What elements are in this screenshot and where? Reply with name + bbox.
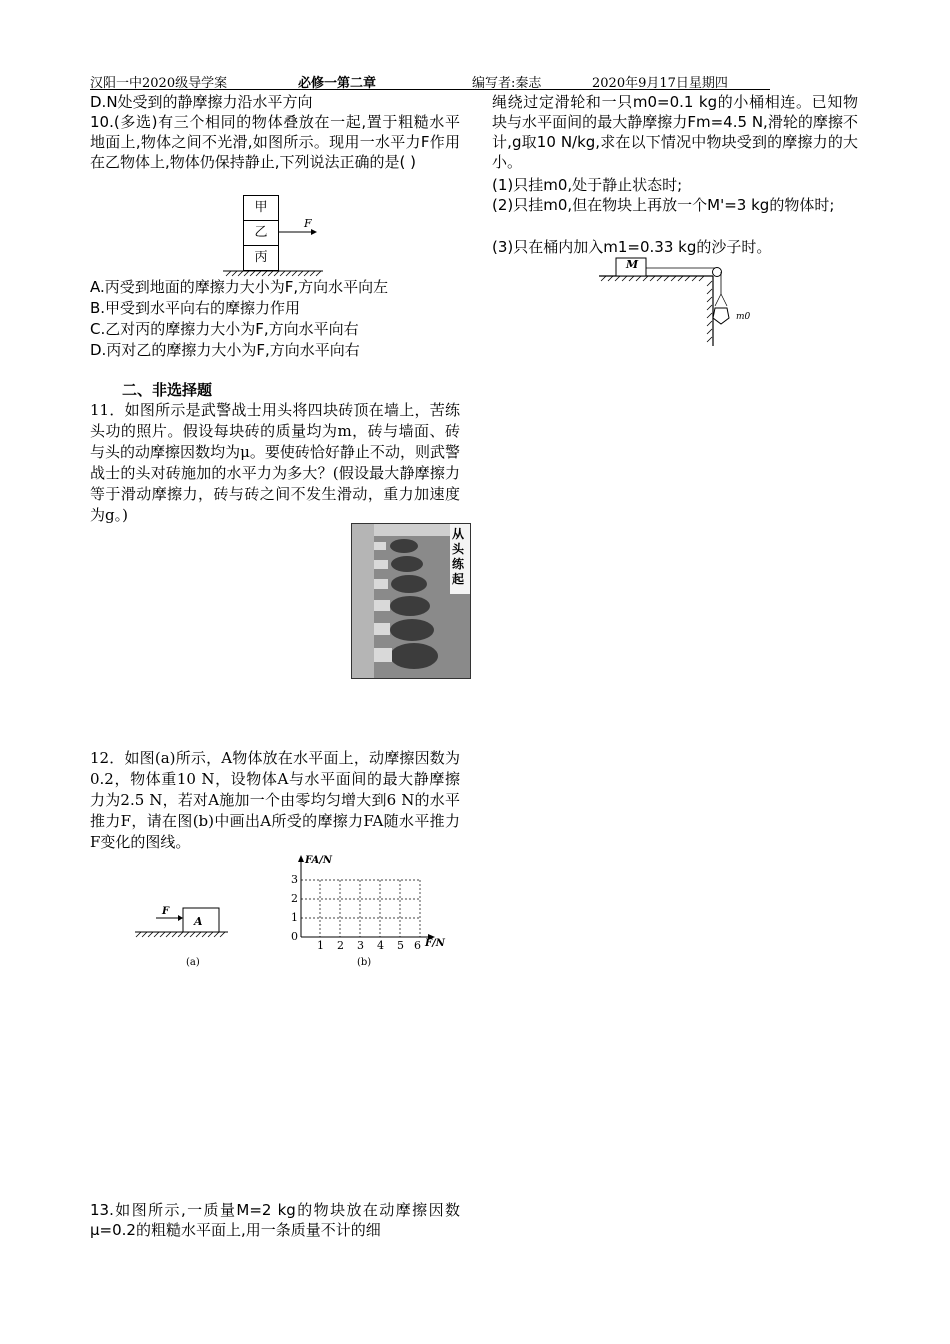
q12-figure-a xyxy=(130,902,230,942)
header-course: 必修一第二章 xyxy=(298,76,377,91)
q13-stem: 13.如图所示,一质量M=2 kg的物块放在动摩擦因数μ=0.2的粗糙水平面上,用一条质量不计的细 xyxy=(90,1201,460,1239)
graph-ytick-3: 3 xyxy=(291,873,298,886)
graph-xtick-5: 5 xyxy=(397,939,404,952)
q12-caption-b: (b) xyxy=(357,957,372,968)
graph-xtick-3: 3 xyxy=(357,939,364,952)
q13-continued: 绳绕过定滑轮和一只m0=0.1 kg的小桶相连。已知物块与水平面间的最大静摩擦力Fm=4.5 N,滑轮的摩擦不计,g取10 N/kg,求在以下情况中物块受到的摩擦力的大小。 xyxy=(492,93,858,171)
graph-xtick-4: 4 xyxy=(377,939,384,952)
q10-force-ground xyxy=(218,195,328,277)
block-yi: 乙 xyxy=(243,220,279,246)
block-bing: 丙 xyxy=(243,245,279,271)
q10-option-c: C.乙对丙的摩擦力大小为F,方向水平向右 xyxy=(90,320,359,338)
q11-photo-caption: 从头练起 xyxy=(452,527,465,586)
q13-block-label: M xyxy=(626,258,639,271)
q12-text: 12．如图(a)所示，A物体放在水平面上，动摩擦因数为0.2，物体重10 N，设物体A与水平面间的最大静摩擦力为2.5 N，若对A施加一个由零均匀增大到6 N的水平推力F，请在图(b)中画出A所受的摩擦力FA随水平推力F变化的图线。 xyxy=(90,749,460,851)
q10-figure xyxy=(218,195,328,277)
q13-item-2: (2)只挂m0,但在物块上再放一个M'=3 kg的物体时; xyxy=(492,196,835,214)
q10-option-b: B.甲受到水平向右的摩擦力作用 xyxy=(90,299,301,317)
q10-option-a: A.丙受到地面的摩擦力大小为F,方向水平向左 xyxy=(90,278,389,296)
graph-xtick-6: 6 xyxy=(414,939,421,952)
block-jia: 甲 xyxy=(243,195,279,221)
q13-figure xyxy=(596,254,766,348)
graph-ytick-1: 1 xyxy=(291,911,298,924)
q13-item-1: (1)只挂m0,处于静止状态时; xyxy=(492,176,683,194)
header-author: 编写者:秦志 xyxy=(472,76,542,91)
graph-ytick-0: 0 xyxy=(291,930,298,943)
graph-y-label: FA/N xyxy=(305,855,333,866)
q10-option-d: D.丙对乙的摩擦力大小为F,方向水平向右 xyxy=(90,341,360,359)
q13-item-3: (3)只在桶内加入m1=0.33 kg的沙子时。 xyxy=(492,238,772,256)
graph-x-label: F/N xyxy=(425,938,445,949)
q13-bucket-label: m0 xyxy=(736,312,751,322)
graph-ytick-2: 2 xyxy=(291,892,298,905)
prev-option-d: D.N处受到的静摩擦力沿水平方向 xyxy=(90,93,313,111)
section-title: 二、非选择题 xyxy=(122,381,213,399)
q11-text: 11．如图所示是武警战士用头将四块砖顶在墙上，苦练头功的照片。假设每块砖的质量均为m，砖与墙面、砖与头的动摩擦因数均为μ。要使砖恰好静止不动，则武警战士的头对砖施加的水平力为多大？(假设最大静摩擦力等于滑动摩擦力，砖与砖之间不发生滑动，重力加速度为g。) xyxy=(90,401,460,524)
q10-force-label: F xyxy=(304,217,312,230)
q12-block-label: A xyxy=(194,915,203,928)
q10-stem: 10.(多选)有三个相同的物体叠放在一起,置于粗糙水平地面上,物体之间不光滑,如图所示。现用一水平力F作用在乙物体上,物体仍保持静止,下列说法正确的是( ) xyxy=(90,113,460,171)
graph-xtick-2: 2 xyxy=(337,939,344,952)
header-date: 2020年9月17日星期四 xyxy=(592,76,728,91)
graph-xtick-1: 1 xyxy=(317,939,324,952)
q12-force-label: F xyxy=(162,906,170,917)
q11-photo xyxy=(351,523,471,679)
header-school: 汉阳一中2020级导学案 xyxy=(90,76,228,91)
header-rule xyxy=(90,89,770,90)
q12-caption-a: (a) xyxy=(186,957,200,968)
